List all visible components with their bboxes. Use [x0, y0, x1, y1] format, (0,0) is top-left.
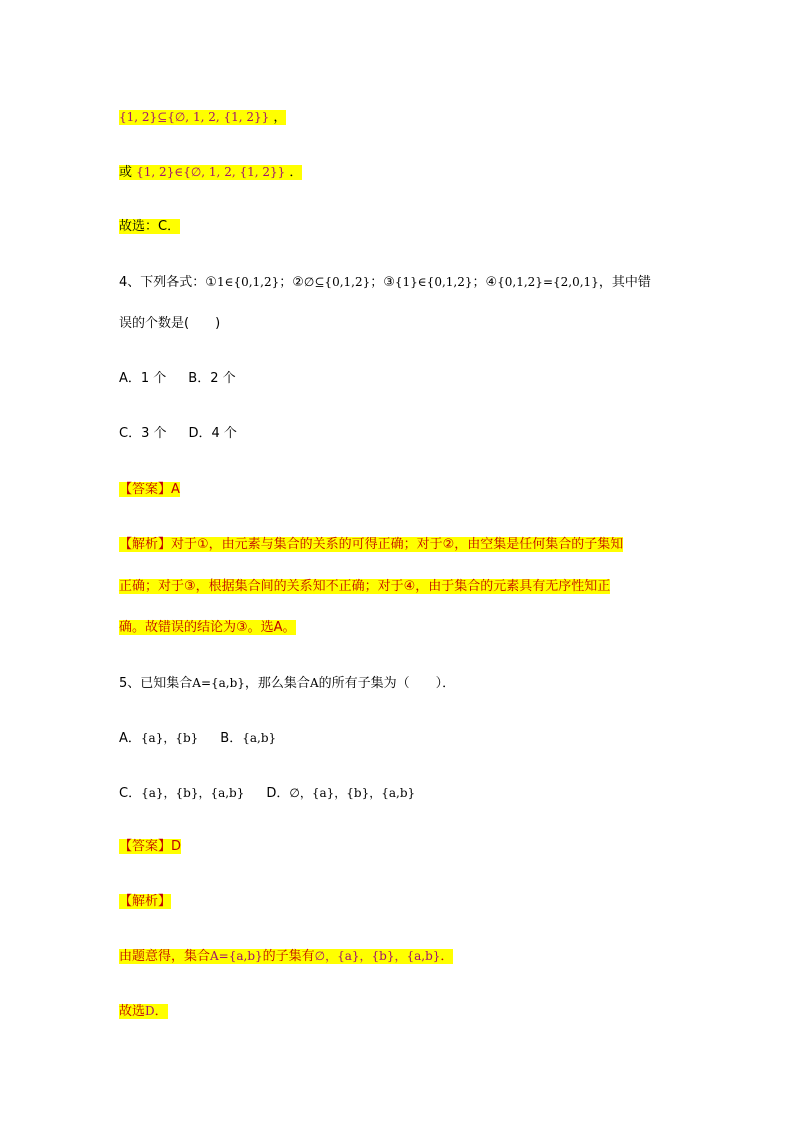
q4-option-c: C．3 个	[119, 426, 167, 441]
answer-value: D	[171, 839, 182, 854]
highlight-span	[119, 110, 286, 125]
question-4-options-ab	[119, 369, 236, 389]
final-value: D	[145, 1004, 155, 1018]
analysis-text: 确。故错误的结论为③。选A。	[119, 620, 296, 635]
q4-sep-2: ；③	[370, 275, 395, 290]
question-5-stem	[119, 673, 455, 694]
q4-statement-2: ∅⊆{0,1,2}	[303, 275, 371, 289]
q4-option-d: D．4 个	[188, 426, 237, 441]
analysis-end: ．	[440, 949, 454, 964]
final-pre: 故选	[119, 1004, 146, 1019]
analysis-pre: 由题意得，集合	[119, 949, 211, 964]
q5-option-c-label: C．	[119, 786, 142, 801]
question-5-final-choice	[119, 1001, 168, 1022]
q4-statement-4: {0,1,2}={2,0,1}	[497, 275, 599, 289]
answer-value: A	[171, 482, 180, 497]
answer-label: 【答案】	[119, 839, 172, 854]
q5-option-b-label: B．	[220, 731, 243, 746]
question-4-stem	[119, 272, 651, 293]
question-5-analysis-text	[119, 946, 453, 967]
question-5-options-ab	[119, 728, 276, 749]
q4-stem-post: ，其中错	[598, 275, 651, 290]
q4-stem-line2-text: 误的个数是( )	[119, 316, 221, 331]
q4-option-b: B．2 个	[188, 371, 236, 386]
solution-line-subset	[119, 107, 286, 128]
q4-sep-1: ；②	[279, 275, 304, 290]
q5-option-d-math: ∅，{a}，{b}，{a,b}	[289, 786, 416, 800]
q5-option-a-label: A．	[119, 731, 141, 746]
highlight-span	[119, 482, 180, 497]
question-4-options-cd	[119, 424, 237, 444]
highlight-span: 故选：C．	[119, 219, 181, 234]
answer-label: 【答案】	[119, 482, 172, 497]
question-4-answer	[119, 480, 180, 500]
or-word: 或	[119, 165, 133, 180]
question-4-analysis-line1	[119, 535, 623, 555]
q5-var-a: A	[309, 676, 319, 690]
q5-option-b-math: {a,b}	[242, 731, 277, 745]
analysis-set: A={a,b}	[210, 949, 263, 963]
q5-option-c-math: {a}，{b}，{a,b}	[141, 786, 245, 800]
solution-final-choice	[119, 217, 180, 237]
q4-statement-1: 1∈{0,1,2}	[216, 275, 280, 289]
highlight-span	[119, 949, 453, 964]
analysis-text: 正确；对于③，根据集合间的关系知不正确；对于④，由于集合的元素具有无序性知正	[119, 579, 611, 594]
question-4-analysis-line2	[119, 577, 610, 597]
q5-set-a: A={a,b}	[192, 676, 245, 690]
highlight-span	[119, 1004, 168, 1019]
q4-sep-3: ；④	[472, 275, 498, 290]
analysis-mid: 的子集有	[262, 949, 315, 964]
q5-option-a-math: {a}，{b}	[140, 731, 199, 745]
q5-stem-mid: ，那么集合	[244, 676, 310, 691]
q4-option-a: A．1 个	[119, 371, 167, 386]
solution-line-element	[119, 162, 302, 183]
q4-statement-3: {1}∈{0,1,2}	[394, 275, 473, 289]
highlight-span	[119, 165, 302, 180]
question-5-answer	[119, 837, 181, 857]
punctuation: ．	[289, 165, 303, 180]
analysis-label: 【解析】	[119, 894, 172, 909]
q5-stem-post: 的所有子集为（ ）．	[318, 676, 456, 691]
question-5-analysis-label	[119, 892, 171, 912]
question-4-analysis-line3	[119, 618, 296, 638]
analysis-text: 【解析】对于①，由元素与集合的关系的可得正确；对于②，由空集是任何集合的子集知	[119, 537, 624, 552]
final-end: ．	[154, 1004, 168, 1019]
question-5-options-cd	[119, 783, 415, 804]
question-4-stem-line2	[119, 314, 220, 334]
q5-stem-pre: 5、已知集合	[119, 676, 193, 691]
highlight-span	[119, 839, 181, 854]
punctuation: ，	[273, 110, 287, 125]
q5-option-d-label: D．	[266, 786, 290, 801]
analysis-subsets: ∅，{a}，{b}，{a,b}	[314, 949, 441, 963]
math-subset-expression: {1, 2}⊆{∅, 1, 2, {1, 2}}	[119, 110, 270, 124]
math-element-expression: {1, 2}∈{∅, 1, 2, {1, 2}}	[136, 165, 286, 179]
q4-stem-pre: 4、下列各式：①	[119, 275, 217, 290]
